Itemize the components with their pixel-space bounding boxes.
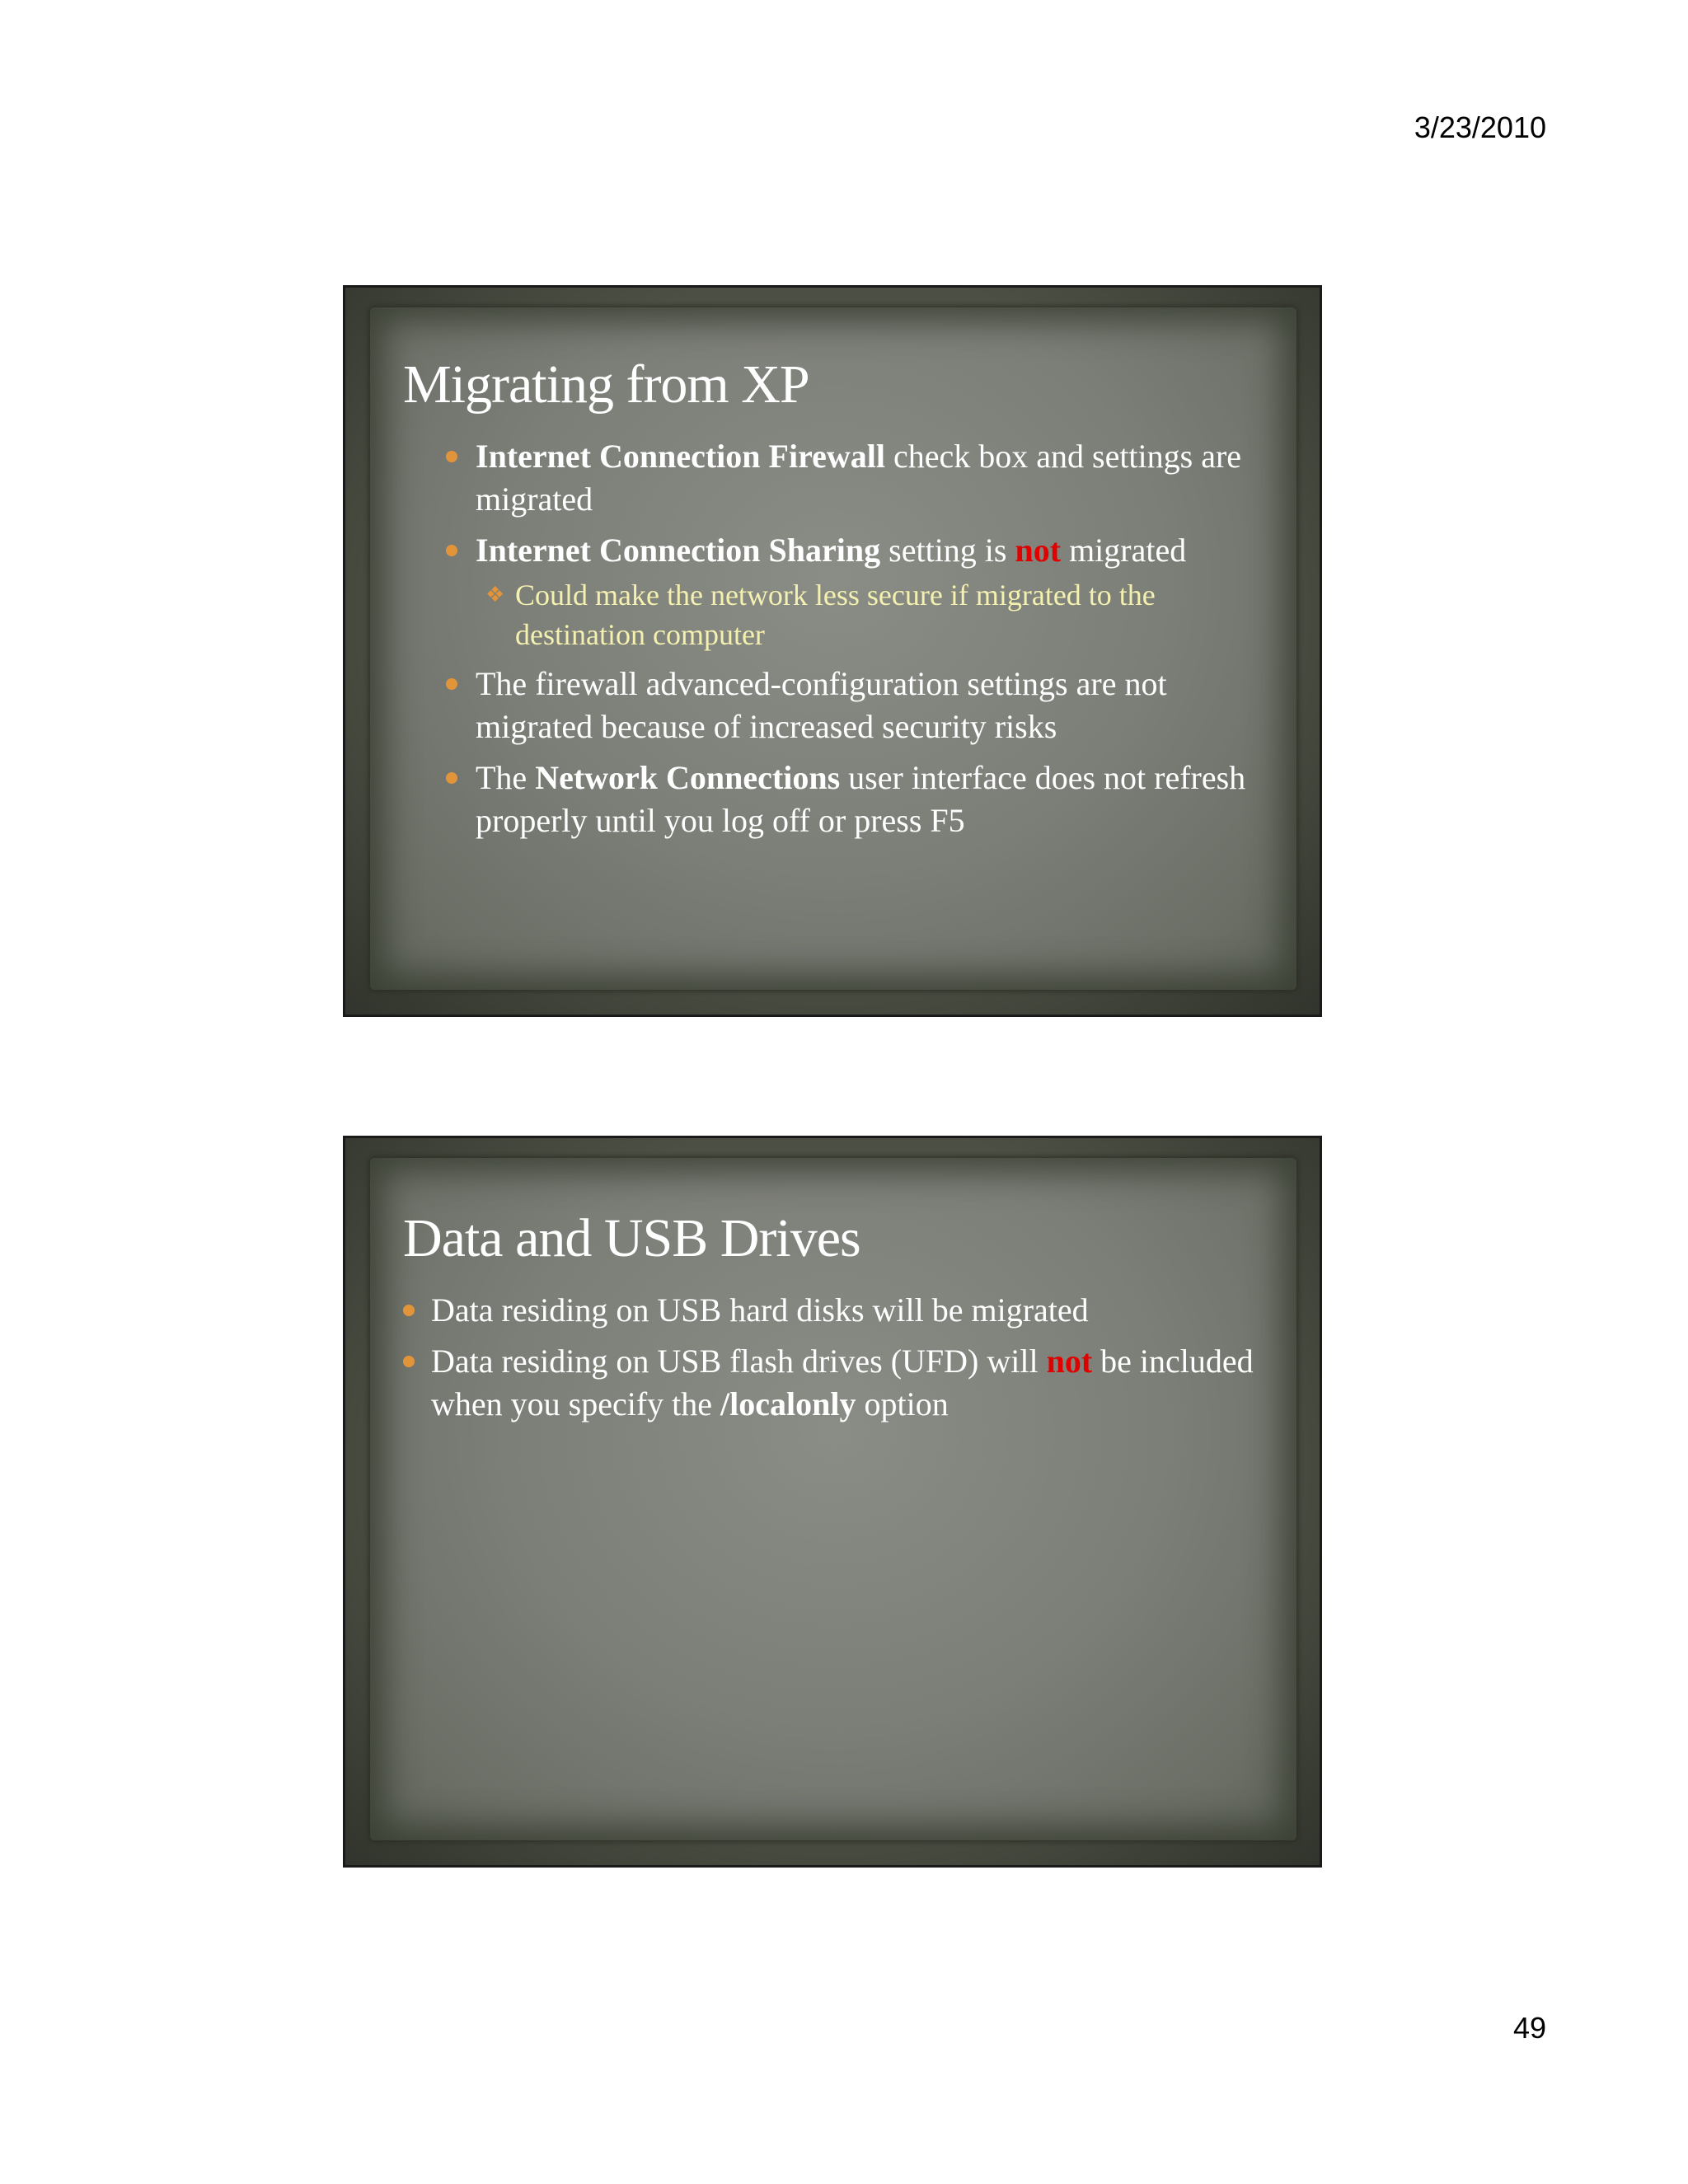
- slide-data-and-usb-drives: [343, 1136, 1322, 1868]
- bullet-text: The firewall advanced-configuration settings are not migrated because of increased security risks: [476, 664, 1167, 745]
- page-date: 3/23/2010: [1414, 110, 1546, 144]
- sub-bullet-text: Could make the network less secure if migrated to the destination computer: [515, 578, 1156, 651]
- bullet-red-emphasis: not: [1015, 531, 1062, 569]
- bullet-bold-lead: Internet Connection Firewall: [476, 437, 885, 475]
- diamond-flower-icon: ❖: [485, 582, 505, 607]
- bullet-item: [403, 1289, 1270, 1332]
- bullet-dot-icon: [403, 1305, 415, 1316]
- sub-bullet-list: [476, 575, 1270, 654]
- slide-migrating-from-xp: [343, 285, 1322, 1017]
- bullet-text: Data residing on USB hard disks will be migrated: [431, 1291, 1089, 1329]
- bullet-dot-icon: [446, 451, 457, 462]
- bullet-text: be included when you specify the: [431, 1342, 1254, 1422]
- bullet-item: [403, 757, 1270, 842]
- bullet-list: [403, 435, 1270, 842]
- slide-content: [403, 1209, 1270, 1434]
- bullet-bold-text: Network Connections: [535, 758, 841, 796]
- bullet-bold-lead: Internet Connection Sharing: [476, 531, 881, 569]
- bullet-text: option: [856, 1385, 949, 1422]
- slide-content: [403, 355, 1270, 851]
- bullet-dot-icon: [446, 678, 457, 690]
- bullet-list: [403, 1289, 1270, 1426]
- bullet-bold-text: /localonly: [720, 1385, 856, 1422]
- bullet-dot-icon: [446, 545, 457, 556]
- page-number: 49: [1512, 2011, 1546, 2045]
- bullet-text: check box and settings are migrated: [476, 437, 1242, 518]
- bullet-text: The: [476, 758, 536, 796]
- bullet-dot-icon: [446, 772, 457, 784]
- bullet-dot-icon: [403, 1356, 415, 1367]
- bullet-text: migrated: [1061, 531, 1187, 569]
- sub-bullet-item: [476, 575, 1270, 654]
- bullet-text: setting is: [880, 531, 1015, 569]
- bullet-item: [403, 435, 1270, 521]
- bullet-item: [403, 1340, 1270, 1426]
- slide-title: Migrating from XP: [403, 354, 809, 415]
- bullet-text: Data residing on USB flash drives (UFD) will: [431, 1342, 1047, 1380]
- bullet-item: [403, 663, 1270, 748]
- bullet-red-emphasis: not: [1046, 1342, 1093, 1380]
- slide-title: Data and USB Drives: [403, 1208, 860, 1268]
- bullet-text: user interface does not refresh properly until you log off or press F5: [476, 758, 1246, 839]
- bullet-item: [403, 529, 1270, 654]
